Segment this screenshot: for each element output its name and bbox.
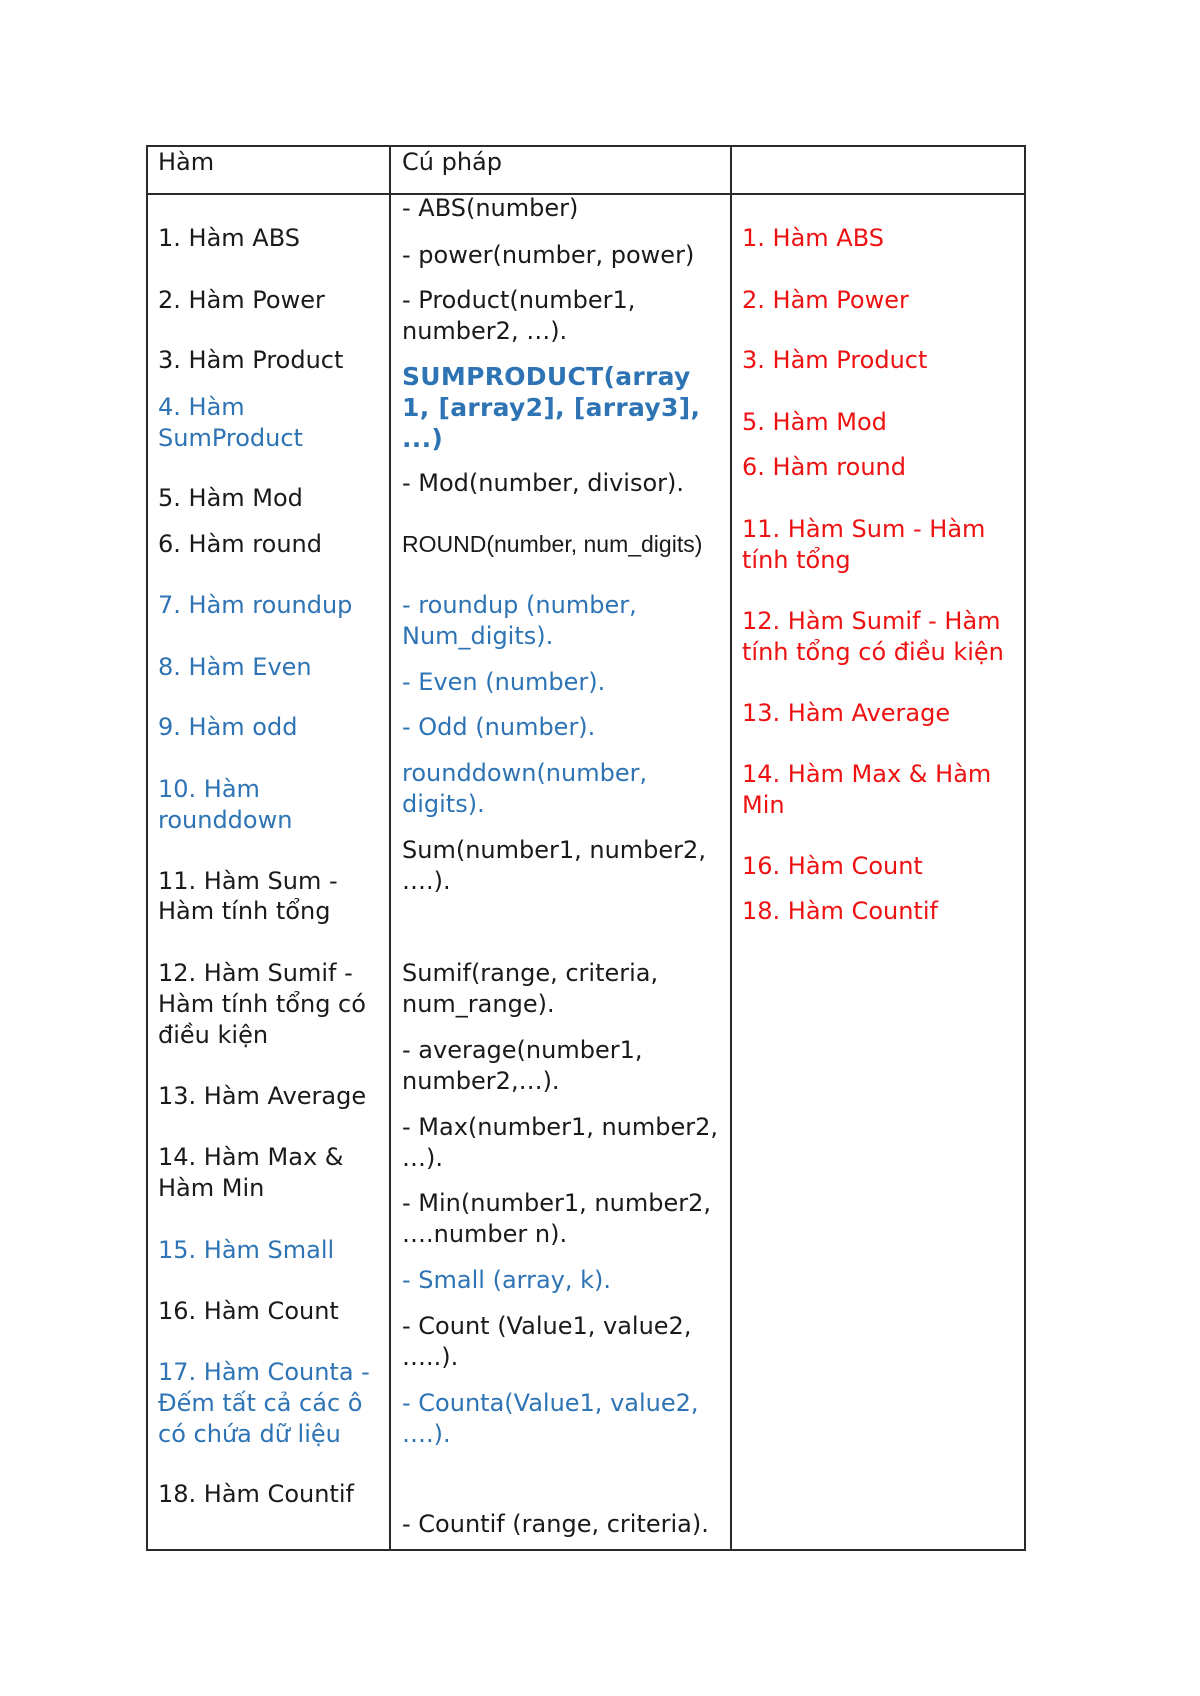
note-power: 2. Hàm Power	[742, 286, 909, 314]
fn-product: 3. Hàm Product	[158, 346, 344, 374]
note-average: 13. Hàm Average	[742, 699, 951, 727]
syntax-count-line2: …..).	[402, 1343, 459, 1371]
note-count: 16. Hàm Count	[742, 852, 923, 880]
syntax-sum-line2: ….).	[402, 867, 451, 895]
table-column-divider-1	[389, 145, 391, 1551]
note-product: 3. Hàm Product	[742, 346, 928, 374]
fn-rounddown-line2: rounddown	[158, 806, 293, 834]
fn-roundup: 7. Hàm roundup	[158, 591, 353, 619]
fn-average: 13. Hàm Average	[158, 1082, 367, 1110]
syntax-countif: - Countif (range, criteria).	[402, 1510, 709, 1538]
fn-power: 2. Hàm Power	[158, 286, 325, 314]
fn-abs: 1. Hàm ABS	[158, 224, 300, 252]
note-sumif-line1: 12. Hàm Sumif - Hàm	[742, 607, 1001, 635]
syntax-sum-line1: Sum(number1, number2,	[402, 836, 706, 864]
syntax-abs: - ABS(number)	[402, 194, 579, 222]
syntax-product-line1: - Product(number1,	[402, 286, 636, 314]
fn-sumif-line3: điều kiện	[158, 1021, 269, 1049]
fn-counta-line2: Đếm tất cả các ô	[158, 1389, 363, 1417]
syntax-product-line2: number2, …).	[402, 317, 568, 345]
fn-sumif-line2: Hàm tính tổng có	[158, 990, 366, 1018]
note-round: 6. Hàm round	[742, 453, 906, 481]
fn-sumproduct-line1: 4. Hàm	[158, 393, 245, 421]
fn-even: 8. Hàm Even	[158, 653, 312, 681]
note-sum-line2: tính tổng	[742, 546, 851, 574]
syntax-counta-line2: ….).	[402, 1420, 451, 1448]
syntax-max-line2: …).	[402, 1144, 443, 1172]
syntax-mod: - Mod(number, divisor).	[402, 469, 685, 497]
syntax-round: ROUND(number, num_digits)	[402, 531, 703, 557]
syntax-average-line2: number2,…).	[402, 1067, 560, 1095]
syntax-even: - Even (number).	[402, 668, 606, 696]
fn-small: 15. Hàm Small	[158, 1236, 335, 1264]
syntax-small: - Small (array, k).	[402, 1266, 612, 1294]
syntax-rounddown-line1: rounddown(number,	[402, 759, 648, 787]
syntax-counta-line1: - Counta(Value1, value2,	[402, 1389, 699, 1417]
fn-counta-line1: 17. Hàm Counta -	[158, 1358, 370, 1386]
syntax-sumproduct-line1: SUMPRODUCT(array	[402, 362, 691, 391]
fn-sumif-line1: 12. Hàm Sumif -	[158, 959, 353, 987]
fn-maxmin-line2: Hàm Min	[158, 1174, 265, 1202]
syntax-average-line1: - average(number1,	[402, 1036, 643, 1064]
table-column-divider-2	[730, 145, 732, 1551]
syntax-min-line1: - Min(number1, number2,	[402, 1189, 711, 1217]
syntax-roundup-line1: - roundup (number,	[402, 591, 637, 619]
note-sumif-line2: tính tổng có điều kiện	[742, 638, 1004, 666]
table-border-left	[146, 145, 148, 1551]
fn-counta-line3: có chứa dữ liệu	[158, 1420, 341, 1448]
table-border-top	[146, 145, 1026, 147]
fn-countif: 18. Hàm Countif	[158, 1480, 354, 1508]
syntax-rounddown-line2: digits).	[402, 790, 485, 818]
syntax-sumproduct-line3: ...)	[402, 424, 444, 453]
syntax-min-line2: ….number n).	[402, 1220, 568, 1248]
fn-rounddown-line1: 10. Hàm	[158, 775, 260, 803]
syntax-odd: - Odd (number).	[402, 713, 596, 741]
note-abs: 1. Hàm ABS	[742, 224, 884, 252]
table-border-right	[1024, 145, 1026, 1551]
syntax-sumif-line2: num_range).	[402, 990, 555, 1018]
fn-sumproduct-line2: SumProduct	[158, 424, 303, 452]
header-syntax: Cú pháp	[402, 148, 502, 176]
syntax-roundup-line2: Num_digits).	[402, 622, 554, 650]
syntax-count-line1: - Count (Value1, value2,	[402, 1312, 692, 1340]
note-maxmin-line1: 14. Hàm Max & Hàm	[742, 760, 992, 788]
syntax-max-line1: - Max(number1, number2,	[402, 1113, 719, 1141]
note-maxmin-line2: Min	[742, 791, 785, 819]
note-sum-line1: 11. Hàm Sum - Hàm	[742, 515, 986, 543]
fn-sum-line2: Hàm tính tổng	[158, 897, 331, 925]
fn-count: 16. Hàm Count	[158, 1297, 339, 1325]
fn-mod: 5. Hàm Mod	[158, 484, 303, 512]
syntax-sumproduct-line2: 1, [array2], [array3],	[402, 393, 701, 422]
fn-odd: 9. Hàm odd	[158, 713, 298, 741]
syntax-power: - power(number, power)	[402, 241, 695, 269]
fn-round: 6. Hàm round	[158, 530, 322, 558]
syntax-sumif-line1: Sumif(range, criteria,	[402, 959, 659, 987]
fn-sum-line1: 11. Hàm Sum -	[158, 867, 338, 895]
fn-maxmin-line1: 14. Hàm Max &	[158, 1143, 344, 1171]
table-header-divider	[146, 193, 1026, 195]
table-border-bottom	[146, 1549, 1026, 1551]
note-mod: 5. Hàm Mod	[742, 408, 887, 436]
header-function: Hàm	[158, 148, 215, 176]
note-countif: 18. Hàm Countif	[742, 897, 938, 925]
